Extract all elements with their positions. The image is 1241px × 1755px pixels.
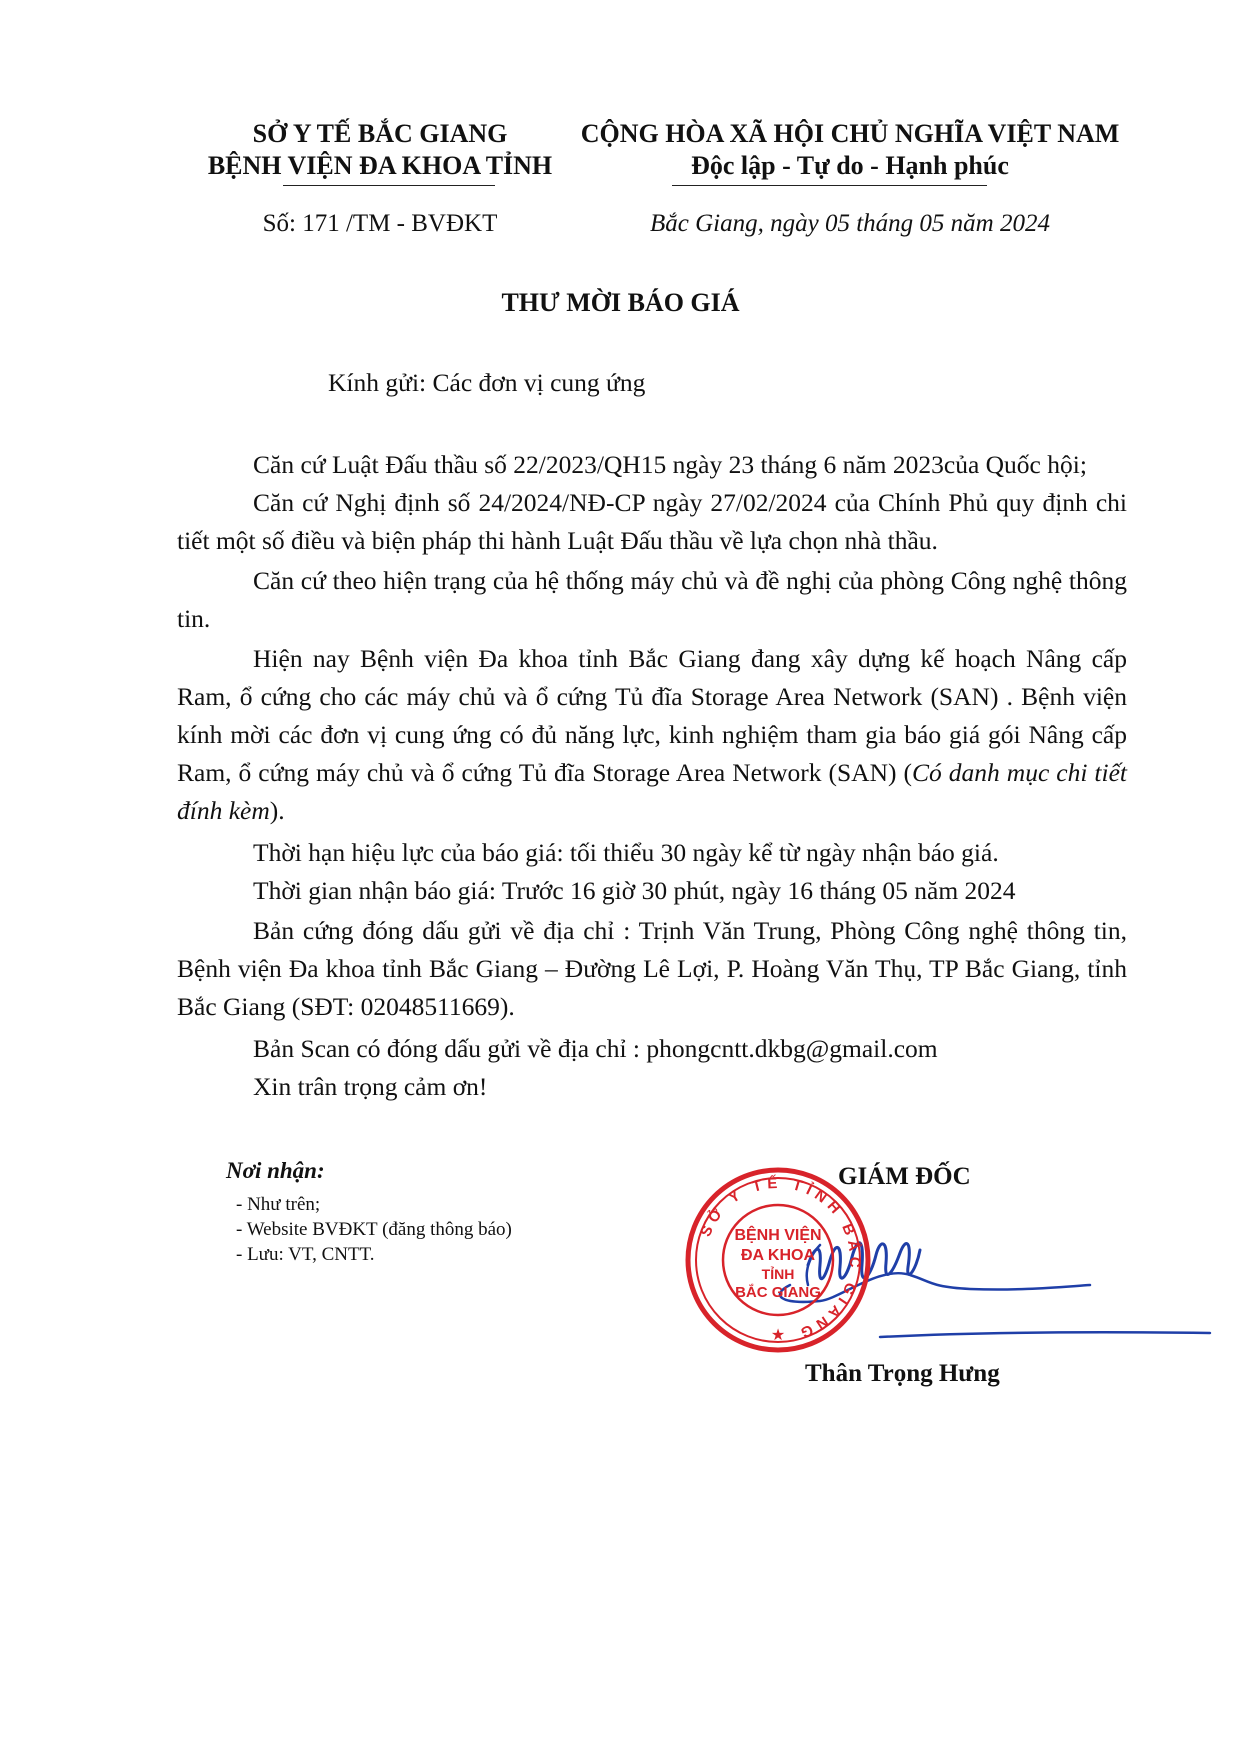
salutation: Kính gửi: Các đơn vị cung ứng	[328, 368, 646, 397]
document-number: Số: 171 /TM - BVĐKT	[262, 210, 498, 237]
svg-text:TỈNH: TỈNH	[761, 1266, 795, 1282]
svg-text:BẮC GIANG: BẮC GIANG	[735, 1284, 821, 1301]
paragraph-validity: Thời hạn hiệu lực của báo giá: tối thiểu 30 ngày kể từ ngày nhận báo giá.	[253, 838, 999, 867]
paragraph-current-state: Căn cứ theo hiện trạng của hệ thống máy chủ và đề nghị của phòng Công nghệ thông tin.	[177, 566, 1127, 633]
issue-date: Bắc Giang, ngày 05 tháng 05 năm 2024	[650, 210, 1050, 237]
motto: Độc lập - Tự do - Hạnh phúc	[691, 151, 1009, 180]
recipient-item: - Lưu: VT, CNTT.	[236, 1244, 375, 1265]
recipient-item: - Như trên;	[236, 1194, 321, 1215]
svg-text:BỆNH VIỆN: BỆNH VIỆN	[734, 1227, 822, 1244]
signer-name: Thân Trọng Hưng	[805, 1360, 1000, 1387]
svg-text:ĐA KHOA: ĐA KHOA	[740, 1247, 816, 1264]
recipient-item: - Website BVĐKT (đăng thông báo)	[236, 1219, 512, 1240]
official-seal	[683, 1165, 873, 1355]
paragraph-deadline: Thời gian nhận báo giá: Trước 16 giờ 30 phút, ngày 16 tháng 05 năm 2024	[253, 876, 1016, 905]
invitation-end: ).	[269, 796, 285, 825]
paragraph-invitation	[177, 640, 1127, 830]
hospital-name: BỆNH VIỆN ĐA KHOA TỈNH	[207, 151, 553, 180]
svg-text:★: ★	[770, 1325, 786, 1344]
agency-name: SỞ Y TẾ BẮC GIANG	[252, 119, 508, 148]
paragraph-legal-basis-decree: Căn cứ Nghị định số 24/2024/NĐ-CP ngày 27/02/2024 của Chính Phủ quy định chi tiết một số điều và biện pháp thi hành Luật Đấu thầu về lựa chọn nhà thầu.	[177, 488, 1127, 555]
paragraph-thanks: Xin trân trọng cảm ơn!	[253, 1072, 488, 1101]
invitation-text: Hiện nay Bệnh viện Đa khoa tỉnh Bắc Giang đang xây dựng kế hoạch Nâng cấp Ram, ổ cứng cho các máy chủ và ổ cứng Tủ đĩa Storage Area Network (SAN) . Bệnh viện kính mời các đơn vị cung ứng có đủ năng lực, kinh nghiệm tham gia báo giá gói Nâng cấp Ram, ổ cứng máy chủ và ổ cứng Tủ đĩa Storage Area Network (SAN) (	[177, 644, 1127, 787]
paragraph-legal-basis-law: Căn cứ Luật Đấu thầu số 22/2023/QH15 ngày 23 tháng 6 năm 2023của Quốc hội;	[253, 450, 1087, 479]
paragraph-hardcopy-address: Bản cứng đóng dấu gửi về địa chỉ : Trịnh Văn Trung, Phòng Công nghệ thông tin, Bệnh viện Đa khoa tỉnh Bắc Giang – Đường Lê Lợi, P. Hoàng Văn Thụ, TP Bắc Giang, tỉnh Bắc Giang (SĐT: 02048511669).	[177, 916, 1127, 1021]
header-left-underline	[283, 185, 495, 186]
motto-underline	[672, 185, 987, 186]
recipients-label: Nơi nhận:	[226, 1158, 325, 1183]
document-title: THƯ MỜI BÁO GIÁ	[501, 288, 740, 317]
signer-role: GIÁM ĐỐC	[838, 1163, 971, 1190]
attachment-note: Có danh mục chi tiết đính kèm	[177, 758, 1128, 825]
paragraph-email-address: Bản Scan có đóng dấu gửi về địa chỉ : phongcntt.dkbg@gmail.com	[253, 1034, 938, 1063]
republic-title: CỘNG HÒA XÃ HỘI CHỦ NGHĨA VIỆT NAM	[580, 119, 1120, 148]
svg-text:SỞ Y TẾ TỈNH BẮC GIANG: SỞ Y TẾ TỈNH BẮC GIANG	[697, 1174, 864, 1343]
